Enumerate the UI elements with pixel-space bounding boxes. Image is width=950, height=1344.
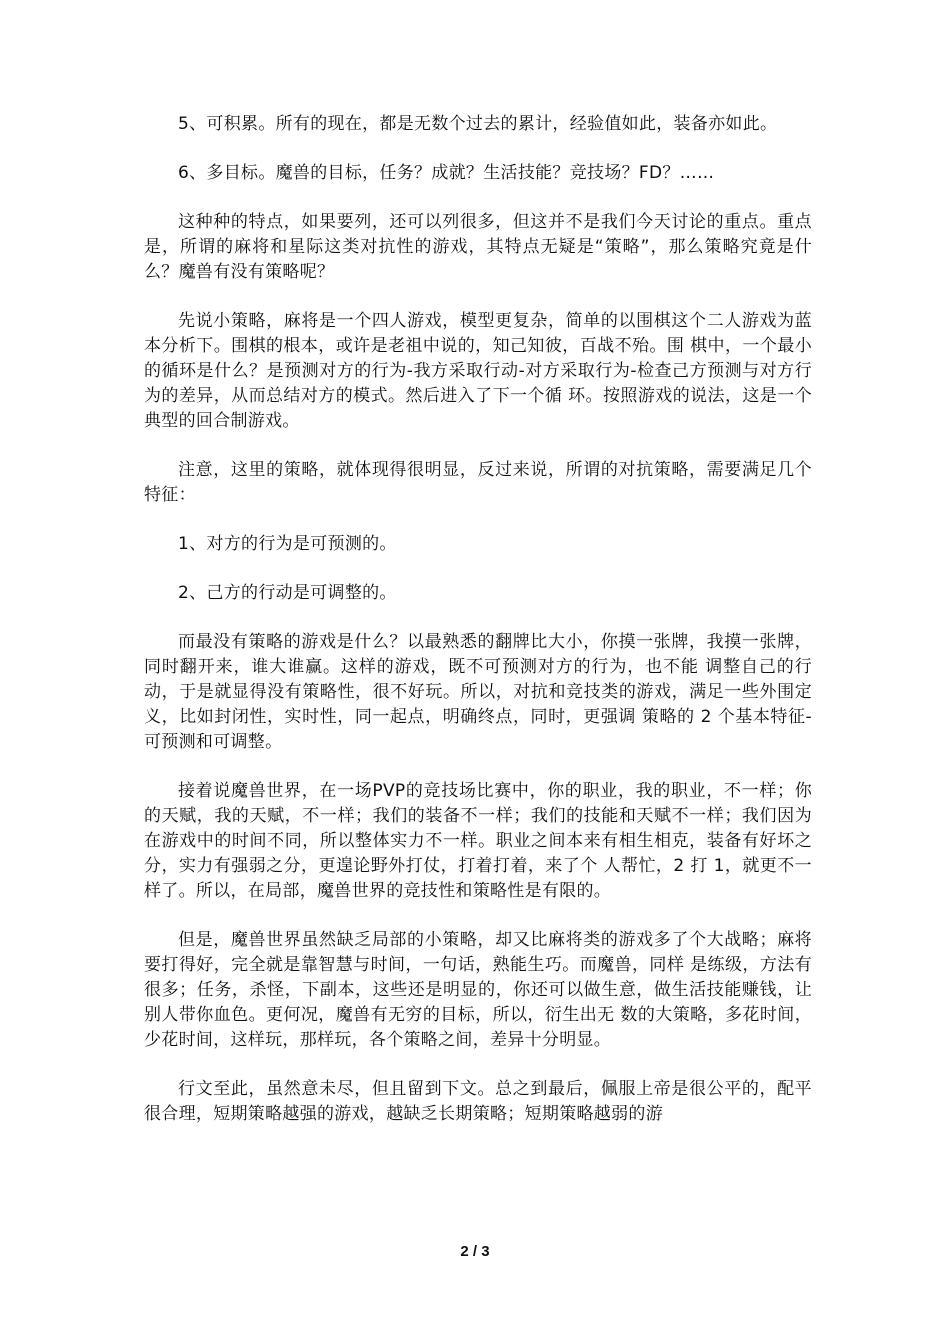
paragraph-wow-grand-strategy: 但是，魔兽世界虽然缺乏局部的小策略，却又比麻将类的游戏多了个大战略；麻将要打得好，完全就是靠智慧与时间，一句话，熟能生巧。而魔兽，同样 是练级，方法有很多；任务，杀怪，下副本，这些还是明显的，你还可以做生意，做生活技能赚钱，让别人带你血色。更何况，魔兽有无穷的目标，所以，衍生出无 数的大策略，多花时间，少花时间，这样玩，那样玩，各个策略之间，差异十分明显。 — [144, 930, 812, 1050]
paragraph-item-5-accumulable: 5、可积累。所有的现在，都是无数个过去的累计，经验值如此，装备亦如此。 — [178, 114, 778, 134]
document-body — [144, 112, 812, 1151]
paragraph-go-analysis: 先说小策略，麻将是一个四人游戏，模型更复杂，简单的以围棋这个二人游戏为蓝本分析下。围棋的根本，或许是老祖中说的，知己知彼，百战不殆。围 棋中，一个最小的循环是什么？是预测对方的行为-我方采取行动-对方采取行为-检查己方预测与对方行为的差异，从而总结对方的模式。然后进入了下一个循 环。按照游戏的说法，这是一个典型的回合制游戏。 — [144, 311, 812, 431]
paragraph-strategy-features: 注意，这里的策略，就体现得很明显，反过来说，所谓的对抗策略，需要满足几个特征： — [144, 460, 812, 505]
paragraph-item-6-multi-goal: 6、多目标。魔兽的目标，任务？成就？生活技能？竞技场？FD？…… — [178, 163, 715, 183]
paragraph-features-strategy: 这种种的特点，如果要列，还可以列很多，但这并不是我们今天讨论的重点。重点是，所谓的麻将和星际这类对抗性的游戏，其特点无疑是“策略”，那么策略究竟是什么？魔兽有没有策略呢？ — [144, 212, 812, 282]
paragraph-wow-pvp: 接着说魔兽世界，在一场PVP的竞技场比赛中，你的职业，我的职业，不一样；你的天赋，我的天赋，不一样；我们的装备不一样；我们的技能和天赋不一样；我们因为在游戏中的时间不同，所以整体实力不一样。职业之间本来有相生相克，装备有好坏之分，实力有强弱之分，更遑论野外打仗，打着打着，来了个 人帮忙，2 打 1，就更不一样了。所以，在局部，魔兽世界的竞技性和策略性是有限的。 — [144, 781, 812, 901]
paragraph-feature-2: 2、己方的行动是可调整的。 — [178, 583, 397, 603]
paragraph-feature-1: 1、对方的行为是可预测的。 — [178, 534, 397, 554]
paragraph-card-game: 而最没有策略的游戏是什么？以最熟悉的翻牌比大小，你摸一张牌，我摸一张牌，同时翻开来，谁大谁赢。这样的游戏，既不可预测对方的行为，也不能 调整自己的行动，于是就显得没有策略性，很不好玩。所以，对抗和竞技类的游戏，满足一些外围定义，比如封闭性，实时性，同一起点，明确终点，同时，更强调 策略的 2 个基本特征-可预测和可调整。 — [144, 632, 812, 752]
page-number: 2 / 3 — [460, 1243, 490, 1260]
paragraph-conclusion: 行文至此，虽然意未尽，但且留到下文。总之到最后，佩服上帝是很公平的，配平很合理，短期策略越强的游戏，越缺乏长期策略；短期策略越弱的游 — [144, 1079, 812, 1124]
